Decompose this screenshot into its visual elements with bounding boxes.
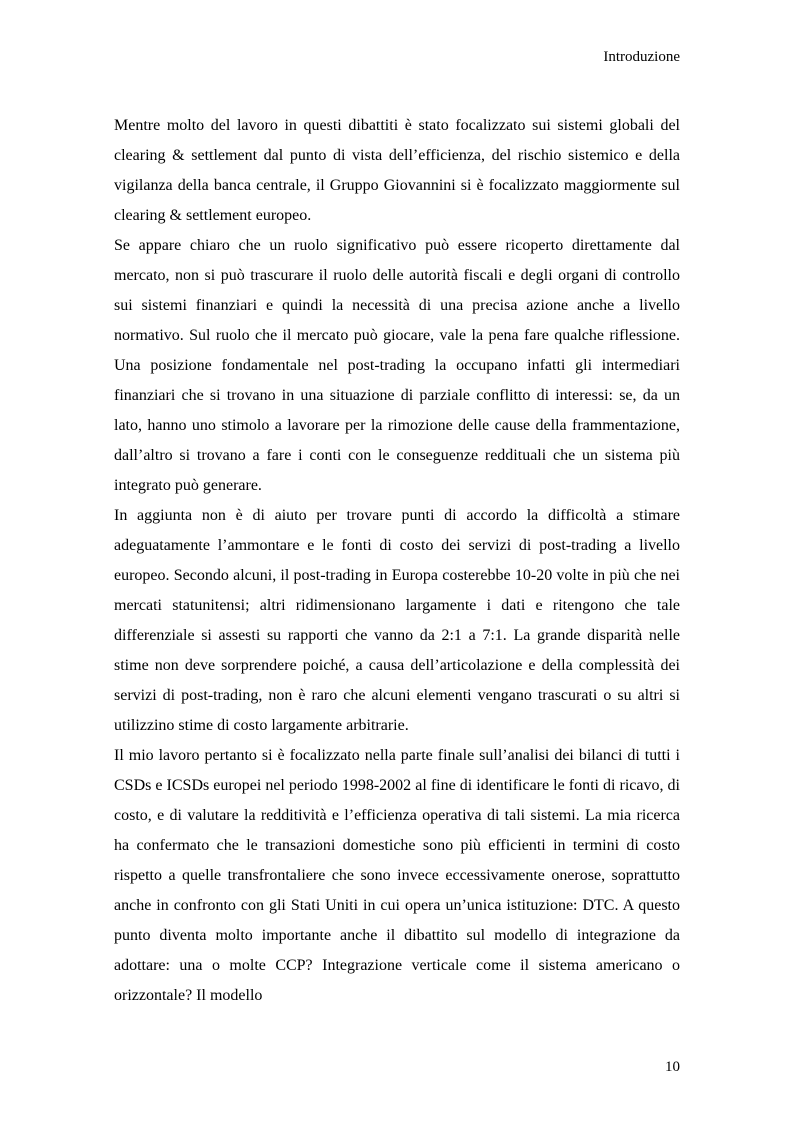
paragraph-2: Se appare chiaro che un ruolo significativo può essere ricoperto direttamente dal mercato, non si può trascurare il ruolo delle autorità fiscali e degli organi di controllo sui sistemi finanziari e quindi la necessità di una precisa azione anche a livello normativo. Sul ruolo che il mercato può giocare, vale la pena fare qualche riflessione. Una posizione fondamentale nel post-trading la occupano infatti gli intermediari finanziari che si trovano in una situazione di parziale conflitto di interessi: se, da un lato, hanno uno stimolo a lavorare per la rimozione delle cause della frammentazione, dall’altro si trovano a fare i conti con le conseguenze reddituali che un sistema più integrato può generare. (114, 237, 680, 494)
paragraph-3: In aggiunta non è di aiuto per trovare punti di accordo la difficoltà a stimare adeguatamente l’ammontare e le fonti di costo dei servizi di post-trading a livello europeo. Secondo alcuni, il post-trading in Europa costerebbe 10-20 volte in più che nei mercati statunitensi; altri ridimensionano largamente i dati e ritengono che tale differenziale si assesti su rapporti che vanno da 2:1 a 7:1. La grande disparità nelle stime non deve sorprendere poiché, a causa dell’articolazione e della complessità dei servizi di post-trading, non è raro che alcuni elementi vengano trascurati o su altri si utilizzino stime di costo largamente arbitrarie. (114, 507, 680, 734)
paragraph-4: Il mio lavoro pertanto si è focalizzato nella parte finale sull’analisi dei bilanci di tutti i CSDs e ICSDs europei nel periodo 1998-2002 al fine di identificare le fonti di ricavo, di costo, e di valutare la redditività e l’efficienza operativa di tali sistemi. La mia ricerca ha confermato che le transazioni domestiche sono più efficienti in termini di costo rispetto a quelle transfrontaliere che sono invece eccessivamente onerose, soprattutto anche in confronto con gli Stati Uniti in cui opera un’unica istituzione: DTC. A questo punto diventa molto importante anche il dibattito sul modello di integrazione da adottare: una o molte CCP? Integrazione verticale come il sistema americano o orizzontale? Il modello (114, 747, 680, 1004)
page-number: 10 (665, 1059, 680, 1075)
body-text (114, 111, 680, 1011)
running-header: Introduzione (603, 49, 680, 65)
paragraph-1: Mentre molto del lavoro in questi dibattiti è stato focalizzato sui sistemi globali del clearing & settlement dal punto di vista dell’efficienza, del rischio sistemico e della vigilanza della banca centrale, il Gruppo Giovannini si è focalizzato maggiormente sul clearing & settlement europeo. (114, 117, 680, 224)
